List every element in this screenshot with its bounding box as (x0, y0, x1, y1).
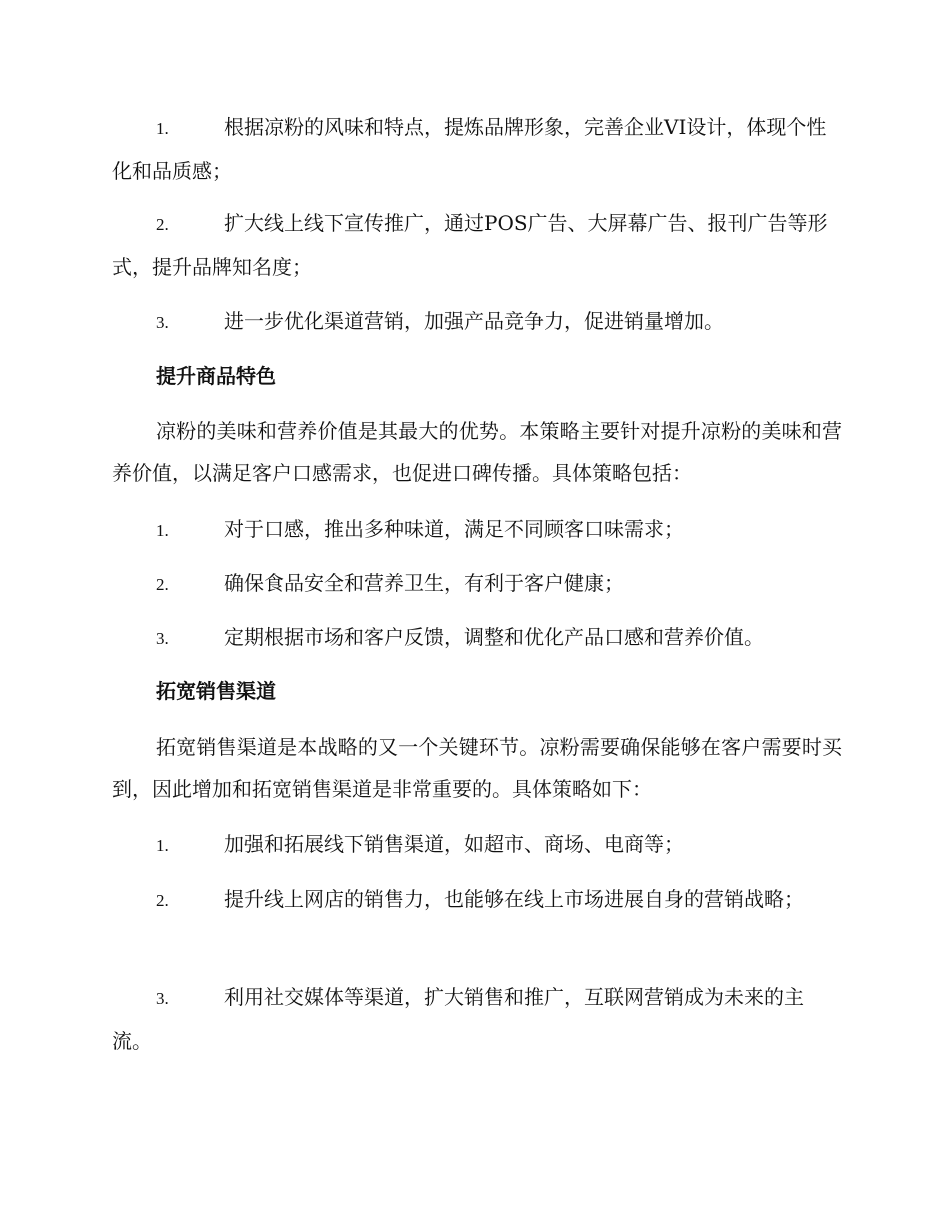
list-number: 1. (156, 119, 169, 138)
list-item (112, 508, 842, 552)
list-item (112, 562, 842, 606)
list-item-text: 进一步优化渠道营销，加强产品竞争力，促进销量增加。 (224, 309, 724, 333)
list-item-text: 对于口感，推出多种味道，满足不同顾客口味需求； (224, 517, 684, 541)
list-number: 2. (156, 891, 169, 910)
list-item (112, 106, 842, 192)
body-paragraph: 拓宽销售渠道是本战略的又一个关键环节。凉粉需要确保能够在客户需要时买到，因此增加和拓宽销售渠道是非常重要的。具体策略如下： (112, 735, 842, 801)
list-item (112, 976, 842, 1062)
section-heading: 拓宽销售渠道 (156, 679, 276, 703)
section-heading: 提升商品特色 (156, 364, 276, 388)
list-number: 3. (156, 989, 169, 1008)
list-number: 2. (156, 215, 169, 234)
list-item (112, 878, 842, 922)
list-item-text: 根据凉粉的风味和特点，提炼品牌形象，完善企业VI设计，体现个性化和品质感； (112, 115, 827, 183)
list-number: 1. (156, 521, 169, 540)
list-number: 3. (156, 629, 169, 648)
list-item-text: 扩大线上线下宣传推广，通过POS广告、大屏幕广告、报刊广告等形式，提升品牌知名度； (112, 211, 828, 279)
list-item (112, 300, 842, 344)
list-item-text: 确保食品安全和营养卫生，有利于客户健康； (224, 571, 624, 595)
list-number: 1. (156, 836, 169, 855)
list-number: 3. (156, 313, 169, 332)
list-item-text: 定期根据市场和客户反馈，调整和优化产品口感和营养价值。 (224, 625, 764, 649)
list-number: 2. (156, 575, 169, 594)
list-item (112, 616, 842, 660)
body-paragraph: 凉粉的美味和营养价值是其最大的优势。本策略主要针对提升凉粉的美味和营养价值，以满足客户口感需求，也促进口碑传播。具体策略包括： (112, 419, 842, 485)
list-item (112, 202, 842, 288)
list-item-text: 利用社交媒体等渠道，扩大销售和推广，互联网营销成为未来的主流。 (112, 985, 804, 1053)
list-item-text: 加强和拓展线下销售渠道，如超市、商场、电商等； (224, 832, 684, 856)
list-item-text: 提升线上网店的销售力，也能够在线上市场进展自身的营销战略； (224, 887, 804, 911)
list-item (112, 823, 842, 867)
